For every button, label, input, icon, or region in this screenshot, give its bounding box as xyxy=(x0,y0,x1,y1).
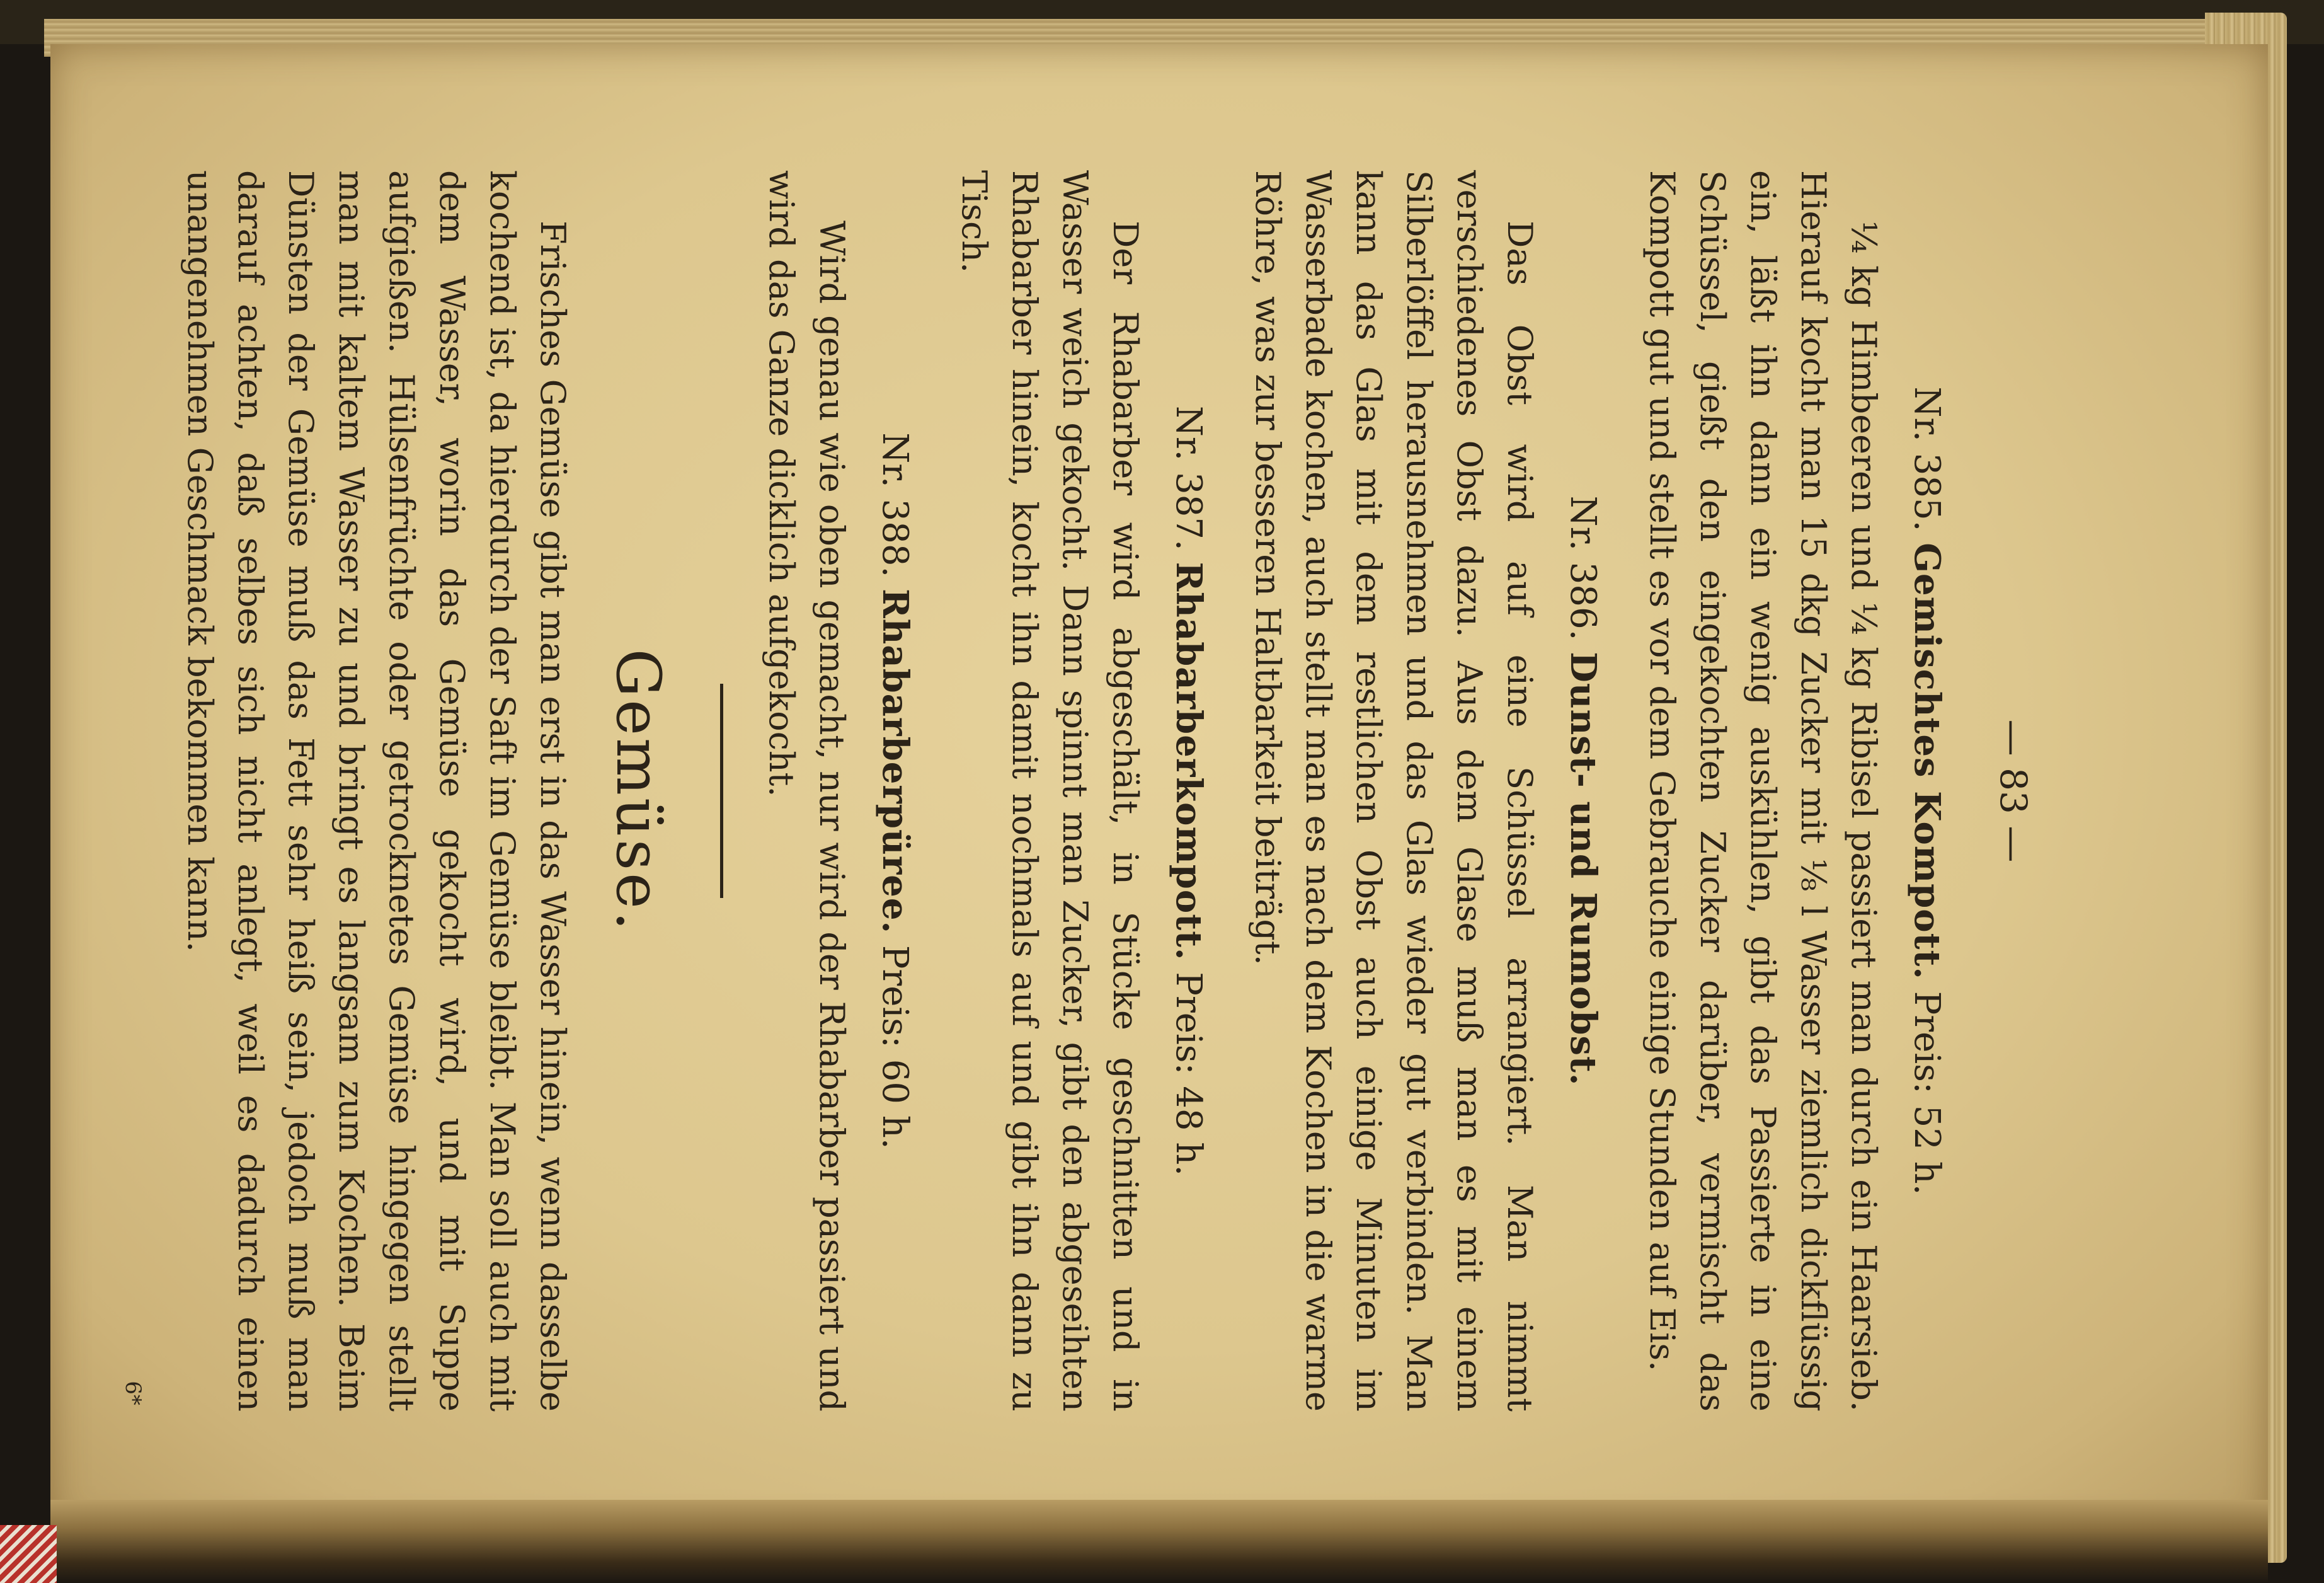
section-text: Frisches Gemüse gibt man erst in das Wasser hinein, wenn dasselbe kochend ist, da hierdurch der Saft im Gemüse bleibt. Man soll auch mit dem Wasser, worin das Gemüse gekocht wird, und mit Suppe aufgießen. Hülsenfrüchte oder getrocknetes Gemüse hingegen stellt man mit kaltem Wasser zu und bringt es langsam zum Kochen. Beim Dünsten der Gemüse muß das Fett sehr heiß sein, jedoch muß man darauf achten, daß selbes sich nicht anlegt, weil es dadurch einen unangenehmen Geschmack bekommen kann. xyxy=(180,170,573,1412)
recipe-title: Rhabarberpüree. xyxy=(874,589,916,934)
section-title: Gemüse. xyxy=(603,648,673,933)
recipe-heading-386 xyxy=(1562,170,1604,1412)
book-gutter xyxy=(50,1500,2268,1583)
recipe-number: Nr. 387. xyxy=(1168,405,1209,551)
section-divider xyxy=(720,684,723,898)
recipe-heading-387 xyxy=(1168,170,1210,1412)
recipe-title: Rhabarberkompott. xyxy=(1168,561,1210,961)
recipe-number: Nr. 385. xyxy=(1906,386,1947,532)
recipe-heading-388 xyxy=(874,170,916,1412)
recipe-text-386: Das Obst wird auf eine Schüssel arrangiert. Man nimmt verschiedenes Obst dazu. Aus dem Glase muß man es mit einem Silberlöffel herausnehmen und das Glas wieder gut verbinden. Man kann das Glas mit dem restlichen Obst auch einige Minuten im Wasserbade kochen, auch stellt man es nach dem Kochen in die warme Röhre, was zur besseren Haltbarkeit beiträgt. xyxy=(1248,170,1540,1412)
signature-mark: 6* xyxy=(120,1381,146,1405)
recipe-number: Nr. 386. xyxy=(1562,495,1603,641)
page-text-block xyxy=(120,170,2035,1412)
page-number: — 83 — xyxy=(1992,719,2035,863)
recipe-title: Dunst- und Rumobst. xyxy=(1562,652,1604,1086)
recipe-price: Preis: 52 h. xyxy=(1906,991,1947,1195)
recipe-text-388: Wird genau wie oben gemacht, nur wird der Rhabarber passiert und wird das Ganze dicklich aufgekocht. xyxy=(762,170,852,1412)
recipe-price: Preis: 48 h. xyxy=(1168,972,1209,1177)
recipe-text-387: Der Rhabarber wird abgeschält, in Stücke geschnitten und in Wasser weich gekocht. Dann spinnt man Zucker, gibt den abgeseihten Rhabarber hinein, kocht ihn damit nochmals auf und gibt ihn dann zu Tisch. xyxy=(954,170,1145,1412)
recipe-heading-385 xyxy=(1906,170,1948,1412)
recipe-price: Preis: 60 h. xyxy=(874,945,915,1149)
binding-thread xyxy=(0,1525,57,1583)
recipe-title: Gemischtes Kompott. xyxy=(1906,543,1948,980)
recipe-number: Nr. 388. xyxy=(874,432,915,578)
recipe-text-385: ¼ kg Himbeeren und ¼ kg Ribisel passiert man durch ein Haarsieb. Hierauf kocht man 15 dkg Zucker mit ⅛ l Wasser ziemlich dickflüssig ein, läßt ihn dann ein wenig auskühlen, gibt das Passierte in eine Schüssel, gießt den eingekochten Zucker darüber, vermischt das Kompott gut und stellt es vor dem Gebrauche einige Stunden auf Eis. xyxy=(1642,170,1884,1412)
